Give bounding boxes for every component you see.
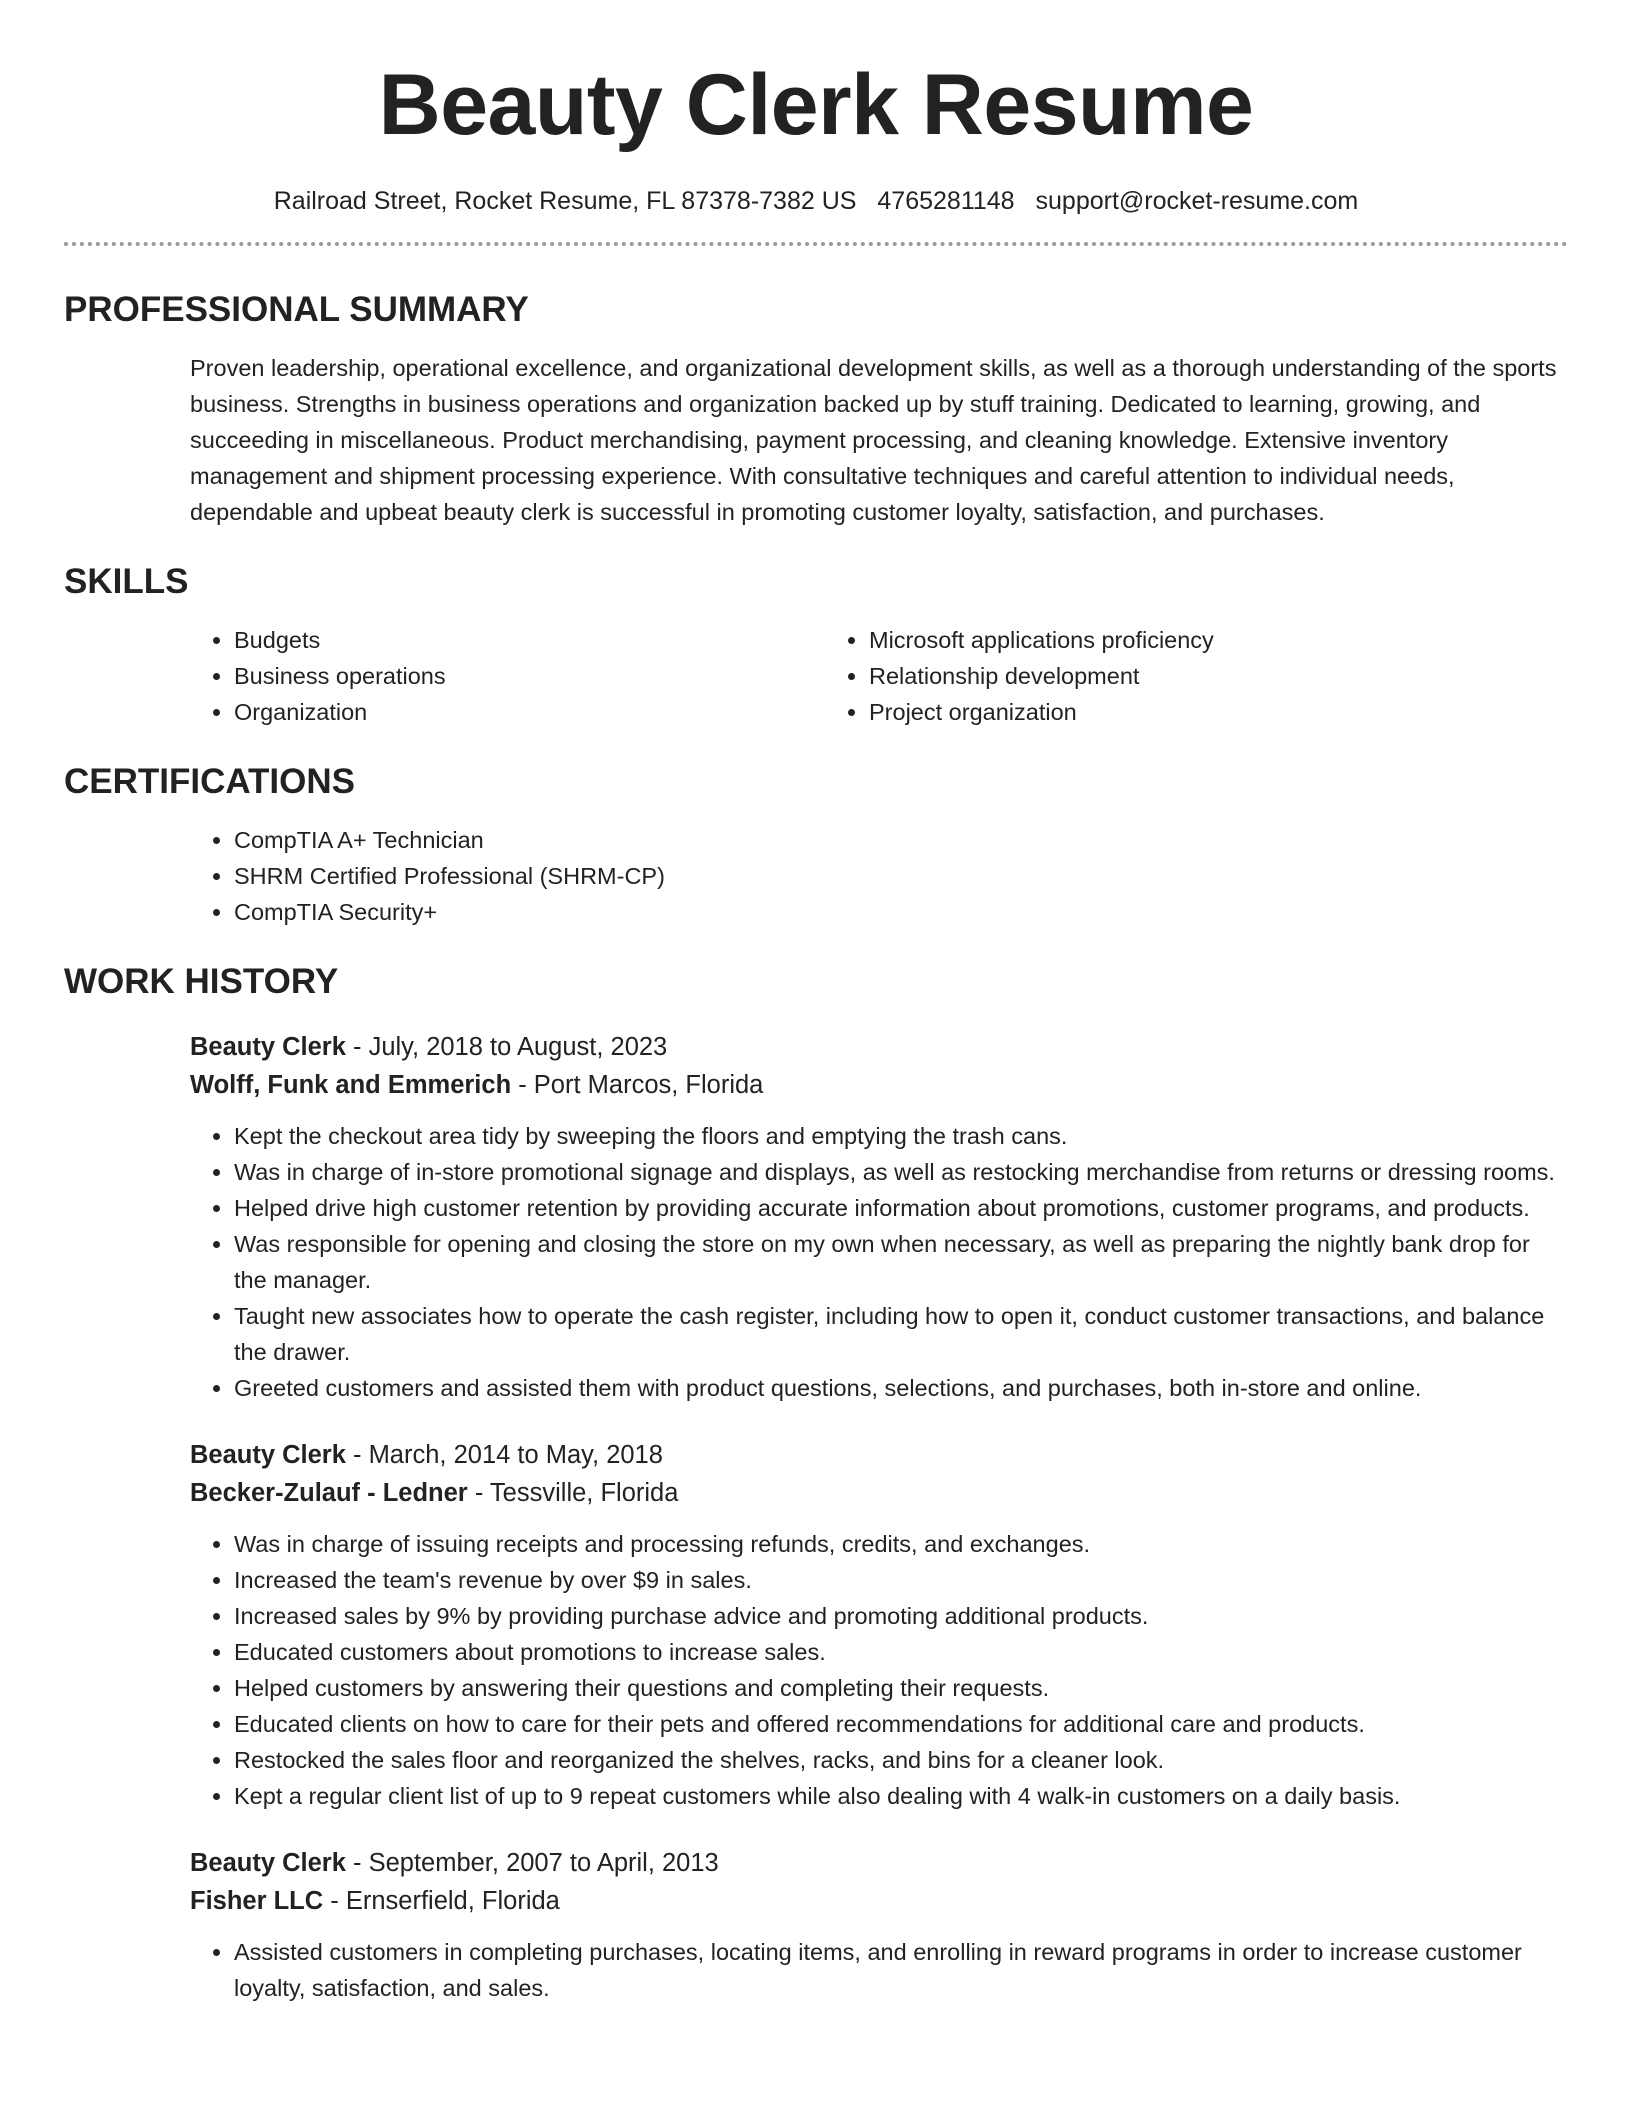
job-company: Fisher LLC (190, 1887, 324, 1915)
job-duty: • Kept a regular client list of up to 9 repeat customers while also dealing with 4 walk-in customers on a daily basis. (234, 1778, 1568, 1814)
work-history-heading: WORK HISTORY (64, 962, 339, 1001)
job-company: Becker-Zulauf - Ledner (190, 1479, 468, 1507)
job-title: Beauty Clerk (190, 1033, 346, 1061)
contact-email: support@rocket-resume.com (1035, 187, 1359, 215)
job-title: Beauty Clerk (190, 1441, 346, 1469)
job-title-line (190, 1844, 1568, 1882)
job-company-line (190, 1066, 1568, 1104)
job-dates: - July, 2018 to August, 2023 (345, 1033, 668, 1061)
skill-item: • Project organization (869, 694, 1525, 730)
job-duty: • Educated clients on how to care for their pets and offered recommendations for additional care and products. (234, 1706, 1568, 1742)
skills-heading: SKILLS (64, 562, 189, 601)
skills-list (190, 622, 1568, 730)
job-duty: • Assisted customers in completing purchases, locating items, and enrolling in reward programs in order to increase customer loyalty, satisfaction, and sales. (234, 1934, 1568, 2006)
contact-address: Railroad Street, Rocket Resume, FL 87378-7382 US (273, 187, 857, 215)
certification-item: • SHRM Certified Professional (SHRM-CP) (234, 858, 1568, 894)
job-company: Wolff, Funk and Emmerich (190, 1071, 512, 1099)
job-entry (190, 1844, 1568, 2006)
job-duty: • Helped customers by answering their questions and completing their requests. (234, 1670, 1568, 1706)
job-entry (190, 1436, 1568, 1814)
job-duty: • Increased sales by 9% by providing purchase advice and promoting additional products. (234, 1598, 1568, 1634)
job-location: - Ernserfield, Florida (323, 1887, 560, 1915)
header-divider (64, 242, 1568, 246)
skills-column-right (825, 622, 1525, 730)
certifications-heading: CERTIFICATIONS (64, 762, 356, 801)
job-title-line (190, 1028, 1568, 1066)
summary-heading: PROFESSIONAL SUMMARY (64, 290, 529, 329)
certification-item: • CompTIA A+ Technician (234, 822, 1568, 858)
job-duties (190, 1526, 1568, 1814)
job-duty: • Was in charge of in-store promotional signage and displays, as well as restocking merchandise from returns or dressing rooms. (234, 1154, 1568, 1190)
job-duties (190, 1118, 1568, 1406)
job-dates: - September, 2007 to April, 2013 (345, 1849, 719, 1877)
job-entry (190, 1028, 1568, 1406)
job-duty: • Kept the checkout area tidy by sweeping the floors and emptying the trash cans. (234, 1118, 1568, 1154)
job-location: - Tessville, Florida (467, 1479, 679, 1507)
job-duty: • Helped drive high customer retention by providing accurate information about promotions, customer programs, and products. (234, 1190, 1568, 1226)
resume-title: Beauty Clerk Resume (378, 57, 1254, 153)
certification-item: • CompTIA Security+ (234, 894, 1568, 930)
job-company-line (190, 1882, 1568, 1920)
job-duty: • Greeted customers and assisted them with product questions, selections, and purchases, both in-store and online. (234, 1370, 1568, 1406)
skills-column-left (190, 622, 825, 730)
job-title: Beauty Clerk (190, 1849, 346, 1877)
certifications-list (190, 822, 1568, 930)
job-duty: • Educated customers about promotions to increase sales. (234, 1634, 1568, 1670)
job-location: - Port Marcos, Florida (511, 1071, 764, 1099)
job-duty: • Increased the team's revenue by over $9 in sales. (234, 1562, 1568, 1598)
job-dates: - March, 2014 to May, 2018 (345, 1441, 663, 1469)
job-duty: • Taught new associates how to operate the cash register, including how to open it, conduct customer transactions, and balance the drawer. (234, 1298, 1568, 1370)
job-duties (190, 1934, 1568, 2006)
summary-text: Proven leadership, operational excellence, and organizational development skills, as well as a thorough understanding of the sports business. Strengths in business operations and organization backed up by stuff training. Dedicated to learning, growing, and succeeding in miscellaneous. Product merchandising, payment processing, and cleaning knowledge. Extensive inventory management and shipment processing experience. With consultative techniques and careful attention to individual needs, dependable and upbeat beauty clerk is successful in promoting customer loyalty, satisfaction, and purchases. (190, 355, 1557, 525)
job-duty: • Was responsible for opening and closing the store on my own when necessary, as well as preparing the nightly bank drop for the manager. (234, 1226, 1568, 1298)
skill-item: • Budgets (234, 622, 825, 658)
job-duty: • Was in charge of issuing receipts and processing refunds, credits, and exchanges. (234, 1526, 1568, 1562)
job-company-line (190, 1474, 1568, 1512)
skill-item: • Organization (234, 694, 825, 730)
job-title-line (190, 1436, 1568, 1474)
contact-line (64, 186, 1568, 216)
contact-phone: 4765281148 (877, 187, 1015, 215)
skill-item: • Business operations (234, 658, 825, 694)
skill-item: • Relationship development (869, 658, 1525, 694)
job-duty: • Restocked the sales floor and reorganized the shelves, racks, and bins for a cleaner look. (234, 1742, 1568, 1778)
skill-item: • Microsoft applications proficiency (869, 622, 1525, 658)
